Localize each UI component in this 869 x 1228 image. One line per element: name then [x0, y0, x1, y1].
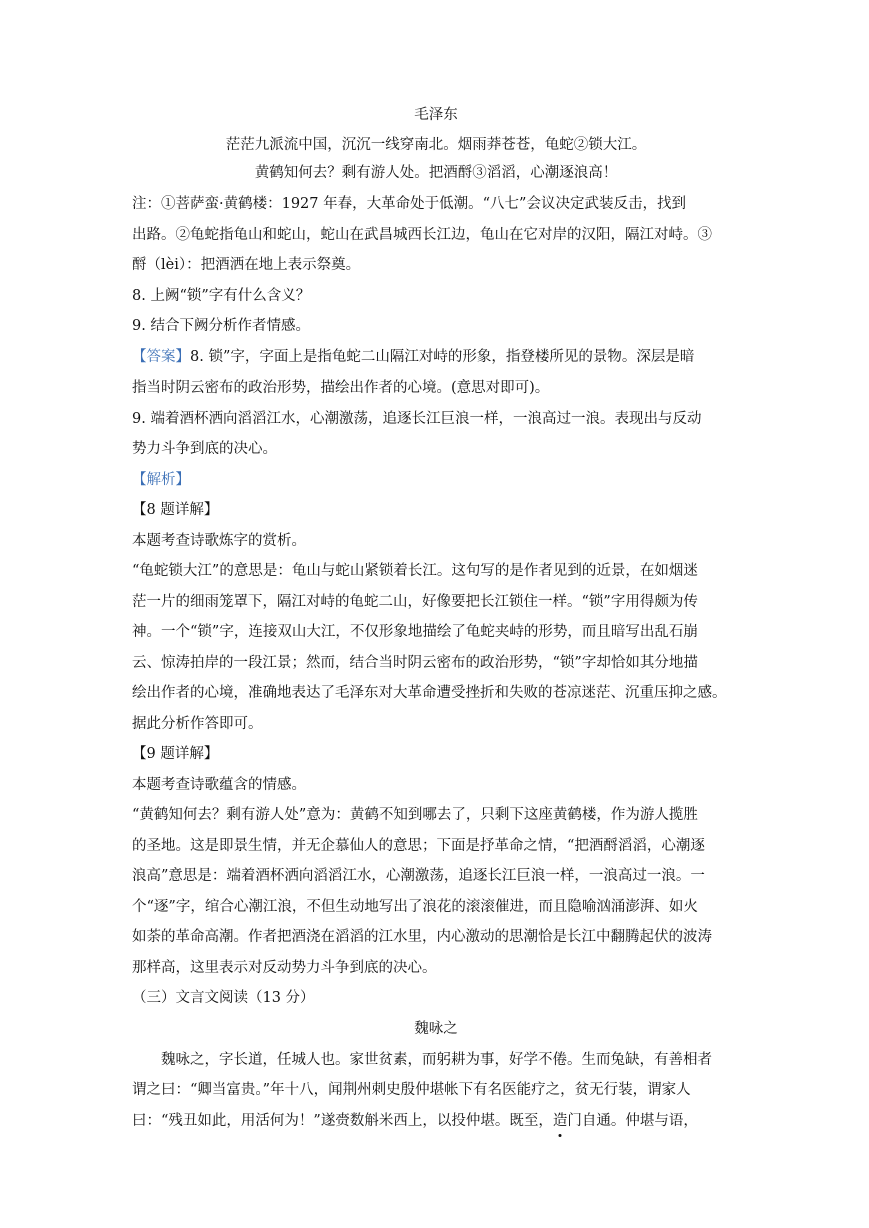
question-8: 8. 上阙“锁”字有什么含义？: [132, 288, 311, 304]
answer-9-line-2: 势力斗争到底的决心。: [132, 441, 277, 457]
answer-8-text: 8. 锁”字，字面上是指龟蛇二山隔江对峙的形象，指登楼所见的景物。深层是暗: [190, 349, 695, 365]
q8-detail-line: 据此分析作答即可。: [132, 716, 263, 732]
poem-line-1: 茫茫九派流中国，沉沉一线穿南北。烟雨莽苍苍，龟蛇②锁大江。: [225, 137, 647, 153]
q8-detail-line: “龟蛇锁大江”的意思是：龟山与蛇山紧锁着长江。这句写的是作者见到的近景，在如烟迷: [132, 563, 698, 579]
answer-tag: 【答案】: [132, 349, 190, 365]
classical-text-line: 魏咏之，字长道，任城人也。家世贫素，而躬耕为事，好学不倦。生而兔缺，有善相者: [161, 1052, 712, 1068]
answer-9-line-1: 9. 端着酒杯洒向滔滔江水，心潮激荡，追逐长江巨浪一样，一浪高过一浪。表现出与反动: [132, 411, 702, 427]
q9-detail-intro: 本题考查诗歌蕴含的情感。: [132, 777, 306, 793]
poem-line-2: 黄鹤知何去？剩有游人处。把酒酹③滔滔，心潮逐浪高！: [254, 165, 618, 181]
q9-detail-line: “黄鹤知何去？剩有游人处”意为：黄鹤不知到哪去了，只剩下这座黄鹤楼，作为游人揽胜: [132, 807, 698, 823]
analysis-tag: 【解析】: [132, 472, 190, 488]
q8-detail-line: 云、惊涛拍岸的一段江景；然而，结合当时阴云密布的政治形势，“锁”字却恰如其分地描: [132, 655, 698, 671]
poem-author: 毛泽东: [414, 107, 458, 123]
answer-8-line-2: 指当时阴云密布的政治形势，描绘出作者的心境。(意思对即可)。: [132, 380, 550, 396]
section3-title: 魏咏之: [414, 1021, 458, 1037]
classical-text-line: [132, 1111, 740, 1131]
note-line-1: 注：①菩萨蛮·黄鹤楼：1927 年春，大革命处于低潮。“八七”会议决定武装反击，找到: [132, 196, 686, 212]
answer-8-line-1: [132, 347, 740, 367]
q9-detail-line: 个“逐”字，绾合心潮江浪，不但生动地写出了浪花的滚滚催进，而且隐喻汹涌澎湃、如火: [132, 899, 698, 915]
note-line-3: 酹（lèi）：把酒洒在地上表示祭奠。: [132, 257, 361, 273]
section3-heading: （三）文言文阅读（13 分）: [132, 990, 315, 1006]
q8-detail-intro: 本题考查诗歌炼字的赏析。: [132, 533, 306, 549]
classical-text-line: 谓之曰：“卿当富贵。”年十八，闻荆州刺史殷仲堪帐下有名医能疗之，贫无行装，谓家人: [132, 1082, 691, 1098]
q8-detail-line: 茫一片的细雨笼罩下，隔江对峙的龟蛇二山，好像要把长江锁住一样。“锁”字用得颇为传: [132, 594, 698, 610]
q9-detail-line: 的圣地。这是即景生情，并无企慕仙人的意思；下面是抒革命之情，“把酒酹滔滔，心潮逐: [132, 838, 705, 854]
q8-detail-line: 绘出作者的心境，准确地表达了毛泽东对大革命遭受挫折和失败的苍凉迷茫、沉重压抑之感。: [132, 685, 727, 701]
q9-detail-heading: 【9 题详解】: [132, 746, 219, 762]
q9-detail-line: 如荼的革命高潮。作者把酒浇在滔滔的江水里，内心激动的思潮恰是长江中翻腾起伏的波涛: [132, 929, 712, 945]
q9-detail-line: 浪高”意思是：端着酒杯洒向滔滔江水，心潮激荡，追逐长江巨浪一样，一浪高过一浪。一: [132, 868, 705, 884]
q8-detail-line: 神。一个“锁”字，连接双山大江，不仅形象地描绘了龟蛇夹峙的形势，而且暗写出乱石崩: [132, 624, 698, 640]
q9-detail-line: 那样高，这里表示对反动势力斗争到底的决心。: [132, 960, 437, 976]
classical-text-part: 曰：“残丑如此，用活何为！”遂赍数斛米西上，以投仲堪。既至，: [132, 1113, 553, 1129]
classical-text-part: 门自通。仲堪与语，: [567, 1113, 698, 1129]
emphasized-character: 造: [552, 1113, 568, 1129]
note-line-2: 出路。②龟蛇指龟山和蛇山，蛇山在武昌城西长江边，龟山在它对岸的汉阳，隔江对峙。③: [132, 227, 712, 243]
q8-detail-heading: 【8 题详解】: [132, 502, 219, 518]
question-9: 9. 结合下阙分析作者情感。: [132, 318, 310, 334]
